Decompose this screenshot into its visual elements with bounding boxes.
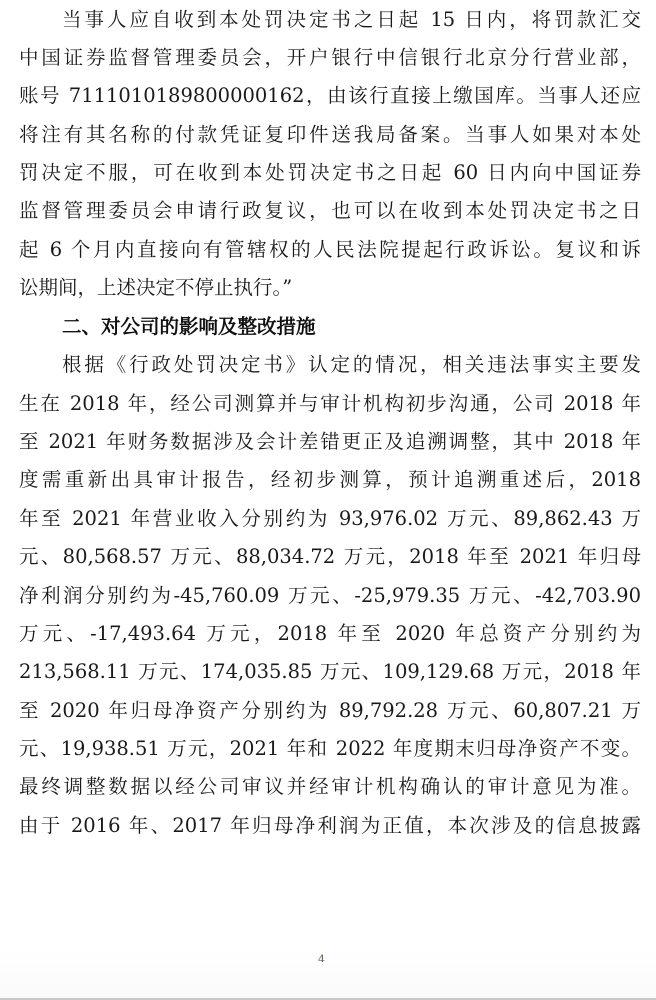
text-line: 至 2020 年归母净资产分别约为 89,792.28 万元、60,807.21 万 bbox=[19, 699, 641, 722]
text-line: 最终调整数据以经公司审议并经审计机构确认的审计意见为准。 bbox=[19, 775, 641, 798]
text-line: 万元、-17,493.64 万元，2018 年至 2020 年总资产分别约为 bbox=[19, 622, 641, 645]
text-line: 罚决定不服，可在收到本处罚决定书之日起 60 日内向中国证券 bbox=[19, 161, 641, 184]
text-line: 净利润分别约为-45,760.09 万元、-25,979.35 万元、-42,703.90 bbox=[19, 584, 641, 607]
page-number: 4 bbox=[318, 954, 325, 962]
text-line: 年至 2021 年营业收入分别约为 93,976.02 万元、89,862.43 万 bbox=[19, 507, 641, 530]
text-line: 由于 2016 年、2017 年归母净利润为正值，本次涉及的信息披露 bbox=[19, 814, 641, 837]
section-heading: 二、对公司的影响及整改措施 bbox=[62, 315, 316, 338]
text-line: 起 6 个月内直接向有管辖权的人民法院提起行政诉讼。复议和诉 bbox=[19, 238, 641, 261]
text-line: 将注有其名称的付款凭证复印件送我局备案。当事人如果对本处 bbox=[19, 123, 641, 146]
text-line: 度需重新出具审计报告，经初步测算，预计追溯重述后，2018 bbox=[19, 468, 641, 491]
text-line: 元、19,938.51 万元，2021 年和 2022 年度期末归母净资产不变。 bbox=[19, 737, 641, 760]
text-line: 当事人应自收到本处罚决定书之日起 15 日内，将罚款汇交 bbox=[62, 8, 641, 31]
text-line: 至 2021 年财务数据涉及会计差错更正及追溯调整，其中 2018 年 bbox=[19, 430, 641, 453]
text-line: 账号 7111010189800000162，由该行直接上缴国库。当事人还应 bbox=[19, 84, 641, 107]
text-line: 根据《行政处罚决定书》认定的情况，相关违法事实主要发 bbox=[62, 353, 641, 376]
text-line: 元、80,568.57 万元、88,034.72 万元，2018 年至 2021 年归母 bbox=[19, 545, 641, 568]
text-line: 中国证券监督管理委员会，开户银行中信银行北京分行营业部， bbox=[19, 46, 641, 69]
text-line: 生在 2018 年，经公司测算并与审计机构初步沟通，公司 2018 年 bbox=[19, 392, 641, 415]
text-line: 监督管理委员会申请行政复议，也可以在收到本处罚决定书之日 bbox=[19, 199, 641, 222]
text-line: 213,568.11 万元、174,035.85 万元、109,129.68 万元，2018 年 bbox=[19, 660, 641, 683]
text-line: 讼期间，上述决定不停止执行。” bbox=[19, 276, 293, 299]
